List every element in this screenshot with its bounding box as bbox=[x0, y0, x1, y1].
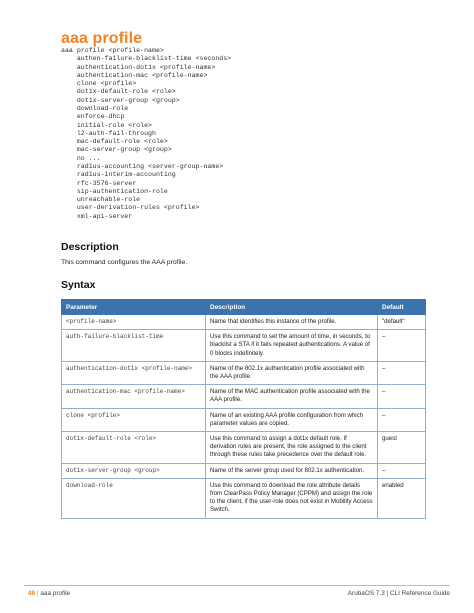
default-cell: "default" bbox=[378, 315, 426, 330]
column-header-description: Description bbox=[206, 300, 378, 315]
syntax-code-block: aaa profile <profile-name> authen-failure-blacklist-time <seconds> authentication-dot1x <profile-name> authentication-mac <profile-name> clone <profile> dot1x-default-role <role> dot1x-server-group <group> download-role enforce-dhcp initial-role <role> l2-auth-fail-through mac-default-role <role> mac-server-group <group> no ... radius-accounting <server-group-name> radius-interim-accounting rfc-3576-server sip-authentication-role unreachable-role user-derivation-rules <profile> xml-api-server bbox=[61, 47, 232, 220]
description-cell: Use this command to assign a dot1x default role. If derivation rules are present, the role assigned to the client through these rules take precedence over the default role. bbox=[206, 432, 378, 464]
description-text: This command configures the AAA profile. bbox=[61, 259, 188, 266]
default-cell: – bbox=[378, 408, 426, 431]
column-header-default: Default bbox=[378, 300, 426, 315]
parameter-cell: authentication-dot1x <profile-name> bbox=[62, 361, 206, 384]
default-cell: – bbox=[378, 330, 426, 362]
description-cell: Use this command to download the role attribute details from ClearPass Policy Manager (CPPM) and assign the role to the client, if the user-role does not exist in Mobility Access Switch. bbox=[206, 478, 378, 518]
section-title: aaa profile bbox=[61, 30, 143, 47]
parameter-cell: clone <profile> bbox=[62, 408, 206, 431]
parameter-cell: dot1x-server-group <group> bbox=[62, 463, 206, 478]
description-cell: Name of the server group used for 802.1x authentication. bbox=[206, 463, 378, 478]
default-cell: guest bbox=[378, 432, 426, 464]
syntax-table bbox=[61, 299, 426, 519]
description-cell: Name of the MAC authentication profile associated with the AAA profile. bbox=[206, 385, 378, 408]
parameter-cell: authentication-mac <profile-name> bbox=[62, 385, 206, 408]
table-row bbox=[62, 408, 426, 431]
table-row bbox=[62, 463, 426, 478]
default-cell: enabled bbox=[378, 478, 426, 518]
footer-separator: | bbox=[36, 590, 39, 597]
default-cell: – bbox=[378, 361, 426, 384]
description-cell: Use this command to set the amount of time, in seconds, to blacklist a STA if it fails repeated authentications. A value of 0 blocks indefinitely. bbox=[206, 330, 378, 362]
table-row bbox=[62, 361, 426, 384]
parameter-cell: auth-failure-blacklist-time bbox=[62, 330, 206, 362]
table-row bbox=[62, 330, 426, 362]
table-row bbox=[62, 315, 426, 330]
default-cell: – bbox=[378, 385, 426, 408]
parameter-cell: <profile-name> bbox=[62, 315, 206, 330]
footer-guide-title: ArubaOS 7.3 | CLI Reference Guide bbox=[347, 590, 450, 597]
default-cell: – bbox=[378, 463, 426, 478]
parameter-cell: dot1x-default-role <role> bbox=[62, 432, 206, 464]
description-cell: Name of an existing AAA profile configuration from which parameter values are copied. bbox=[206, 408, 378, 431]
footer-left bbox=[28, 590, 70, 597]
table-row bbox=[62, 432, 426, 464]
table-row bbox=[62, 385, 426, 408]
table-header-row bbox=[62, 300, 426, 315]
syntax-heading: Syntax bbox=[61, 279, 96, 291]
description-heading: Description bbox=[61, 241, 119, 253]
footer-section-name: aaa profile bbox=[40, 590, 71, 597]
parameter-cell: download-role bbox=[62, 478, 206, 518]
footer-divider bbox=[24, 585, 450, 586]
description-cell: Name of the 802.1x authentication profile associated with the AAA profile. bbox=[206, 361, 378, 384]
description-cell: Name that identifies this instance of the profile. bbox=[206, 315, 378, 330]
table-row bbox=[62, 478, 426, 518]
page-number: 48 bbox=[28, 590, 36, 597]
column-header-parameter: Parameter bbox=[62, 300, 206, 315]
